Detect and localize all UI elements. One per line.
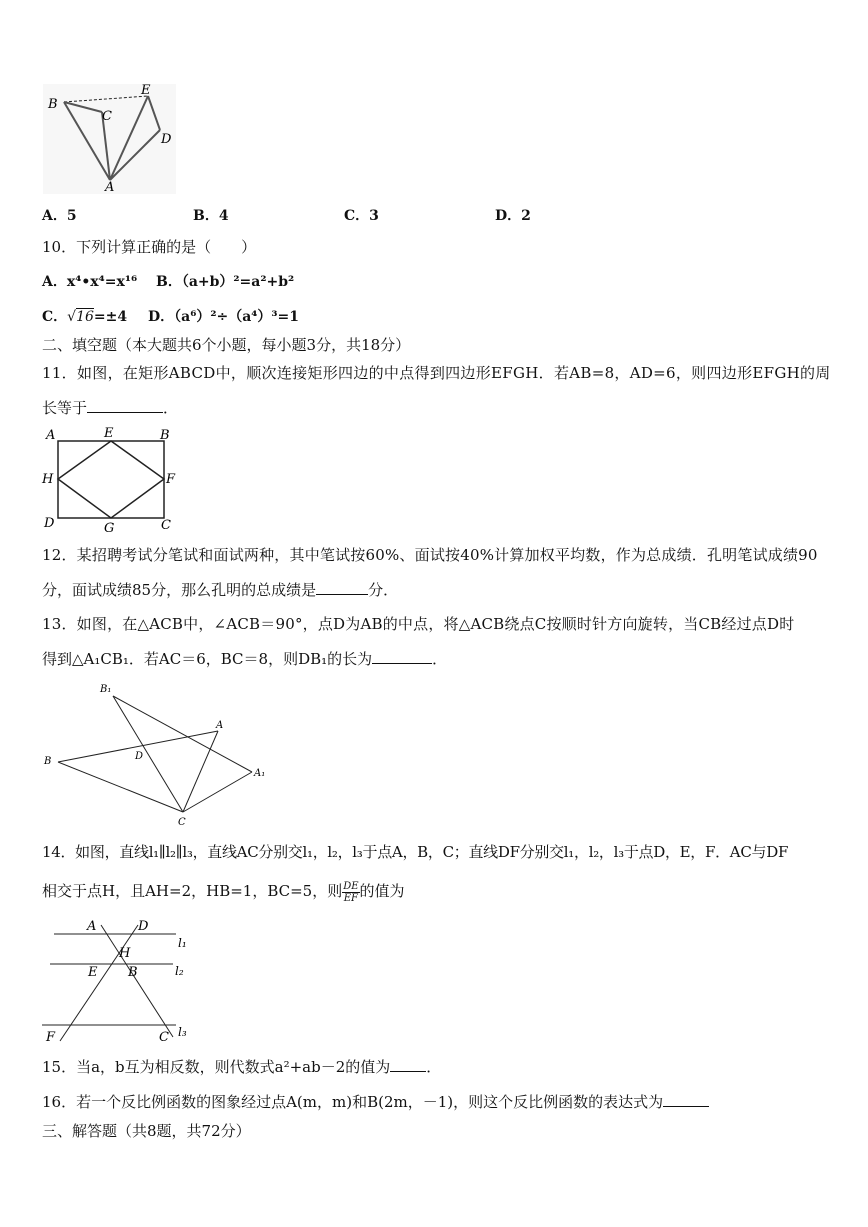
q11-label-h: H	[42, 472, 54, 487]
q11-answer-blank	[87, 398, 163, 413]
q16-answer-blank	[663, 1092, 709, 1107]
q14-frac-numerator: DE	[343, 880, 359, 892]
q11-line2-suffix: ．	[163, 399, 179, 417]
q14-label-a: A	[87, 919, 97, 934]
q14-frac-denominator: EF	[343, 892, 358, 904]
q12-line1: 12．某招聘考试分笔试和面试两种，其中笔试按60%、面试按40%计算加权平均数，作为总成绩．孔明笔试成绩90	[42, 546, 818, 564]
q15-answer-blank	[390, 1057, 426, 1072]
q14-label-e: E	[88, 965, 98, 980]
q10-option-b: B．（a+b）²=a²+b²	[156, 274, 295, 290]
q11-line2	[42, 398, 178, 418]
q9-option-c: C．3	[344, 208, 379, 224]
q14-line1: 14．如图，直线l₁∥l₂∥l₃，直线AC分别交l₁，l₂，l₃于点A，B，C；直线DF分别交l₁，l₂，l₃于点D，E，F．AC与DF	[42, 843, 789, 861]
q14-line2-suffix: 的值为	[359, 882, 405, 900]
q13-line2	[42, 649, 447, 669]
q14-label-c: C	[159, 1030, 169, 1045]
q13-line2-suffix: ．	[432, 650, 448, 668]
q10-option-c	[42, 307, 127, 327]
q13-label-a: A	[216, 720, 224, 731]
q13-line2-prefix: 得到△A₁CB₁．若AC＝6，BC＝8，则DB₁的长为	[42, 650, 373, 668]
q10-option-c-radicand: 16	[76, 309, 94, 325]
q12-line2-suffix: 分．	[368, 581, 399, 599]
q12-line2	[42, 580, 398, 600]
q11-label-e: E	[104, 426, 114, 441]
q14-label-h: H	[119, 946, 131, 961]
q15-prefix: 15．当a，b互为相反数，则代数式a²+ab－2的值为	[42, 1058, 391, 1076]
q10-option-c-suffix: =±4	[93, 309, 128, 325]
q11-line1: 11．如图，在矩形ABCD中，顺次连接矩形四边的中点得到四边形EFGH．若AB=8，AD=6，则四边形EFGH的周	[42, 364, 831, 382]
q13-answer-blank	[372, 649, 432, 664]
q11-label-g: G	[104, 521, 115, 535]
q10-option-d: D．（a⁶）²÷（a⁴）³=1	[148, 309, 300, 325]
q9-option-b: B．4	[193, 208, 229, 224]
q14-fraction	[342, 881, 359, 904]
section3-heading: 三、解答题（共8题，共72分）	[42, 1122, 251, 1140]
q9-option-a: A．5	[42, 208, 77, 224]
q13-label-a1: A₁	[254, 768, 266, 779]
q13-line1: 13．如图，在△ACB中，∠ACB＝90°，点D为AB的中点，将△ACB绕点C按顺时针方向旋转，当CB经过点D时	[42, 615, 795, 633]
sqrt-sign-icon: √	[67, 309, 77, 325]
q13-figure	[38, 680, 278, 830]
q14-line2	[42, 878, 405, 904]
q14-label-l3: l₃	[178, 1025, 187, 1039]
q9-option-d: D．2	[495, 208, 531, 224]
q14-figure	[38, 915, 208, 1045]
q11-line2-prefix: 长等于	[42, 399, 88, 417]
q14-label-d: D	[138, 919, 149, 934]
q15-suffix: ．	[426, 1058, 442, 1076]
q13-label-c: C	[178, 817, 186, 828]
q9-label-e: E	[141, 83, 151, 98]
q14-line2-prefix: 相交于点H，且AH=2，HB=1，BC=5，则	[42, 882, 343, 900]
q9-figure	[40, 82, 180, 197]
q14-label-l1: l₁	[178, 936, 187, 950]
q9-label-d: D	[161, 132, 172, 147]
q11-label-f: F	[166, 472, 176, 487]
q13-label-d: D	[135, 751, 144, 762]
q14-label-f: F	[46, 1030, 56, 1045]
q13-label-b1: B₁	[100, 684, 112, 695]
q16-line	[42, 1092, 709, 1112]
q12-line2-prefix: 分，面试成绩85分，那么孔明的总成绩是	[42, 581, 317, 599]
q15-line	[42, 1057, 441, 1077]
q16-text: 16．若一个反比例函数的图象经过点A(m，m)和B(2m，－1)，则这个反比例函数的表达式为	[42, 1093, 664, 1111]
q11-label-d: D	[44, 516, 55, 531]
q10-stem: 10．下列计算正确的是（ ）	[42, 238, 257, 256]
q11-label-a: A	[46, 428, 56, 443]
q9-label-a: A	[105, 180, 115, 195]
q14-label-b: B	[128, 965, 138, 980]
q10-option-a: A．x⁴•x⁴=x¹⁶	[42, 274, 138, 290]
q10-option-c-prefix: C．	[42, 309, 68, 325]
section2-heading: 二、填空题（本大题共6个小题，每小题3分，共18分）	[42, 336, 411, 354]
q14-label-l2: l₂	[175, 964, 184, 978]
q9-label-b: B	[48, 97, 58, 112]
q12-answer-blank	[316, 580, 368, 595]
q9-label-c: C	[102, 109, 112, 124]
q11-label-c: C	[161, 518, 171, 533]
q13-label-b: B	[44, 756, 52, 767]
q11-figure	[40, 425, 180, 535]
q11-label-b: B	[160, 428, 170, 443]
